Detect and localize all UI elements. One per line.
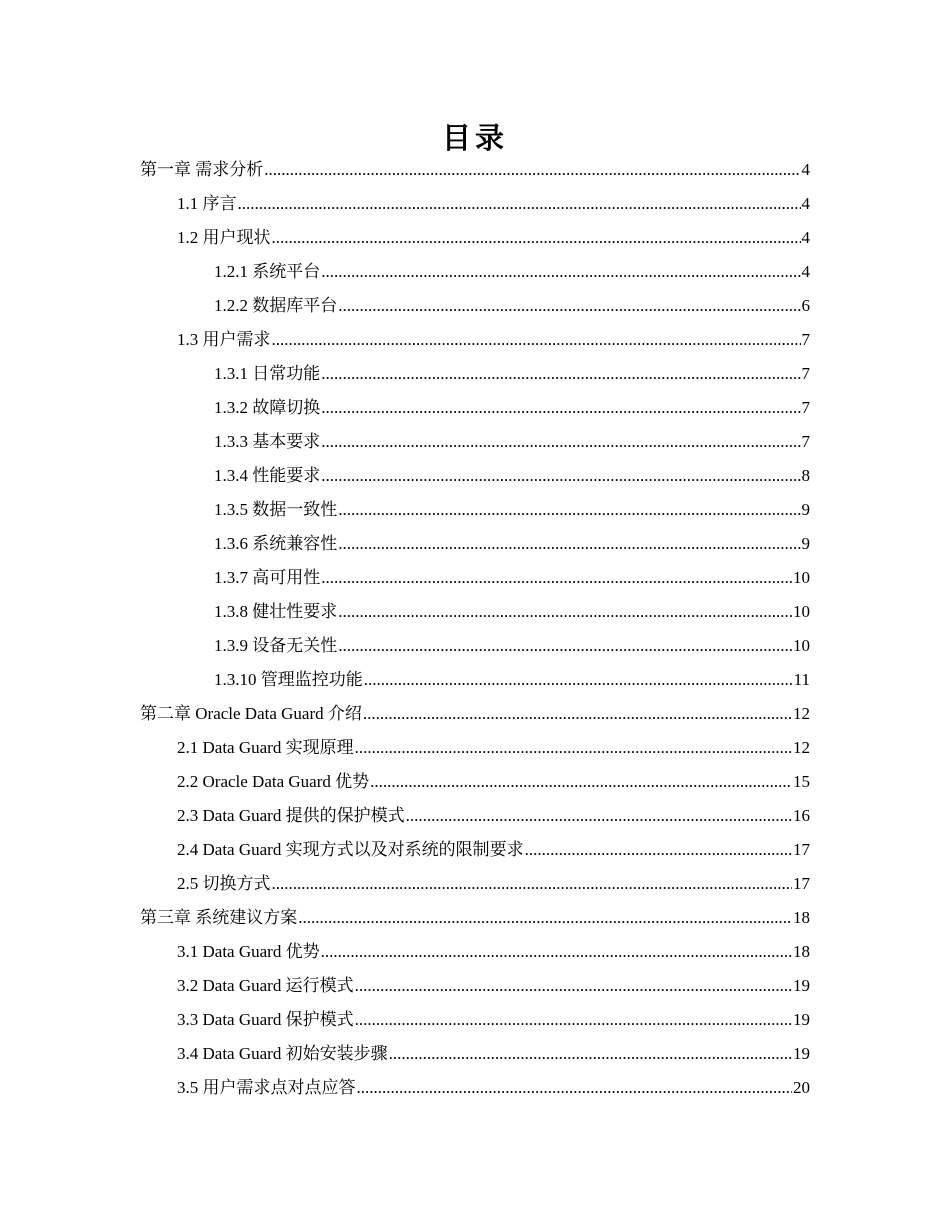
toc-entry[interactable] — [140, 629, 810, 663]
toc-entry[interactable] — [140, 935, 810, 969]
toc-entry-page-number: 18 — [793, 908, 810, 927]
toc-entry-text: 1.3.2 故障切换 — [214, 398, 321, 417]
toc-entry-text: 3.4 Data Guard 初始安装步骤 — [177, 1044, 388, 1063]
toc-entry-text: 1.3.7 高可用性 — [214, 568, 321, 587]
toc-entry[interactable] — [140, 153, 810, 187]
dot-leader — [357, 1071, 793, 1105]
dot-leader — [355, 969, 792, 1003]
dot-leader — [406, 799, 792, 833]
toc-entry-text: 3.2 Data Guard 运行模式 — [177, 976, 354, 995]
toc-entry-page-number: 12 — [793, 704, 810, 723]
toc-entry-text: 2.1 Data Guard 实现原理 — [177, 738, 354, 757]
toc-entry[interactable] — [140, 731, 810, 765]
toc-entry-page-number: 15 — [793, 772, 810, 791]
toc-entry[interactable] — [140, 901, 810, 935]
toc-entry[interactable] — [140, 799, 810, 833]
toc-entry[interactable] — [140, 221, 810, 255]
toc-entry-page-number: 4 — [801, 194, 810, 213]
toc-entry-text: 1.3 用户需求 — [177, 330, 271, 349]
toc-entry-text: 2.5 切换方式 — [177, 874, 271, 893]
dot-leader — [338, 595, 792, 629]
toc-entry-text: 1.3.8 健壮性要求 — [214, 602, 338, 621]
toc-entry-page-number: 4 — [801, 228, 810, 247]
toc-entry-text: 1.1 序言 — [177, 194, 237, 213]
toc-entry[interactable] — [140, 1003, 810, 1037]
dot-leader — [364, 663, 793, 697]
dot-leader — [272, 323, 801, 357]
dot-leader — [355, 1003, 792, 1037]
toc-entry-page-number: 9 — [801, 534, 810, 553]
toc-entry-page-number: 18 — [793, 942, 810, 961]
toc-entry[interactable] — [140, 459, 810, 493]
toc-entry-text: 1.3.4 性能要求 — [214, 466, 321, 485]
toc-entry-page-number: 7 — [801, 432, 810, 451]
toc-entry-text: 1.2.2 数据库平台 — [214, 296, 338, 315]
toc-entry-text: 2.2 Oracle Data Guard 优势 — [177, 772, 370, 791]
toc-entry[interactable] — [140, 391, 810, 425]
toc-entry-page-number: 16 — [793, 806, 810, 825]
toc-entry[interactable] — [140, 663, 810, 697]
dot-leader — [298, 901, 792, 935]
toc-entry[interactable] — [140, 425, 810, 459]
toc-entry-text: 第一章 需求分析 — [140, 160, 264, 179]
toc-entry-page-number: 11 — [793, 670, 810, 689]
toc-entry-text: 3.5 用户需求点对点应答 — [177, 1078, 356, 1097]
dot-leader — [389, 1037, 792, 1071]
toc-entry-text: 3.1 Data Guard 优势 — [177, 942, 320, 961]
toc-entry-page-number: 10 — [793, 636, 810, 655]
toc-entry[interactable] — [140, 323, 810, 357]
dot-leader — [525, 833, 792, 867]
toc-entry-text: 1.3.3 基本要求 — [214, 432, 321, 451]
toc-entry-text: 1.3.10 管理监控功能 — [214, 670, 363, 689]
dot-leader — [338, 629, 792, 663]
dot-leader — [321, 255, 800, 289]
toc-entry[interactable] — [140, 289, 810, 323]
toc-entry-page-number: 9 — [801, 500, 810, 519]
toc-entry[interactable] — [140, 697, 810, 731]
dot-leader — [321, 425, 800, 459]
toc-entry-page-number: 10 — [793, 568, 810, 587]
dot-leader — [321, 391, 800, 425]
toc-entry-page-number: 8 — [801, 466, 810, 485]
toc-entry-text: 1.2.1 系统平台 — [214, 262, 321, 281]
toc-entry[interactable] — [140, 595, 810, 629]
toc-entry-page-number: 4 — [801, 262, 810, 281]
toc-entry[interactable] — [140, 187, 810, 221]
dot-leader — [321, 459, 800, 493]
toc-entry-text: 3.3 Data Guard 保护模式 — [177, 1010, 354, 1029]
toc-entry-page-number: 7 — [801, 364, 810, 383]
dot-leader — [264, 153, 800, 187]
toc-entry-page-number: 4 — [801, 160, 810, 179]
toc-entry[interactable] — [140, 357, 810, 391]
toc-entry-text: 1.3.6 系统兼容性 — [214, 534, 338, 553]
toc-entry-text: 1.2 用户现状 — [177, 228, 271, 247]
toc-entry-page-number: 19 — [793, 1044, 810, 1063]
toc-entry-page-number: 12 — [793, 738, 810, 757]
toc-entry-page-number: 6 — [801, 296, 810, 315]
toc-entry-page-number: 7 — [801, 330, 810, 349]
dot-leader — [338, 527, 800, 561]
toc-entry[interactable] — [140, 1037, 810, 1071]
dot-leader — [321, 561, 792, 595]
toc-entry-page-number: 19 — [793, 1010, 810, 1029]
dot-leader — [355, 731, 792, 765]
dot-leader — [272, 221, 801, 255]
toc-entry-page-number: 17 — [793, 840, 810, 859]
toc-entry-text: 2.3 Data Guard 提供的保护模式 — [177, 806, 405, 825]
dot-leader — [321, 357, 800, 391]
toc-entry[interactable] — [140, 765, 810, 799]
dot-leader — [370, 765, 792, 799]
toc-entry-text: 第二章 Oracle Data Guard 介绍 — [140, 704, 362, 723]
toc-entry-text: 1.3.5 数据一致性 — [214, 500, 338, 519]
dot-leader — [338, 289, 800, 323]
dot-leader — [238, 187, 801, 221]
toc-entry-page-number: 10 — [793, 602, 810, 621]
toc-entry-page-number: 19 — [793, 976, 810, 995]
dot-leader — [321, 935, 792, 969]
toc-entry[interactable] — [140, 561, 810, 595]
toc-list — [140, 153, 810, 1105]
toc-entry-text: 1.3.1 日常功能 — [214, 364, 321, 383]
toc-entry[interactable] — [140, 527, 810, 561]
toc-entry-text: 第三章 系统建议方案 — [140, 908, 298, 927]
toc-entry-text: 2.4 Data Guard 实现方式以及对系统的限制要求 — [177, 840, 524, 859]
toc-entry[interactable] — [140, 255, 810, 289]
toc-entry-page-number: 7 — [801, 398, 810, 417]
dot-leader — [363, 697, 792, 731]
toc-entry[interactable] — [140, 833, 810, 867]
toc-entry[interactable] — [140, 969, 810, 1003]
dot-leader — [338, 493, 800, 527]
toc-entry[interactable] — [140, 867, 810, 901]
toc-entry[interactable] — [140, 1071, 810, 1105]
toc-entry-page-number: 17 — [793, 874, 810, 893]
toc-title: 目录 — [441, 121, 508, 155]
dot-leader — [272, 867, 793, 901]
toc-entry-page-number: 20 — [793, 1078, 810, 1097]
toc-entry-text: 1.3.9 设备无关性 — [214, 636, 338, 655]
toc-entry[interactable] — [140, 493, 810, 527]
